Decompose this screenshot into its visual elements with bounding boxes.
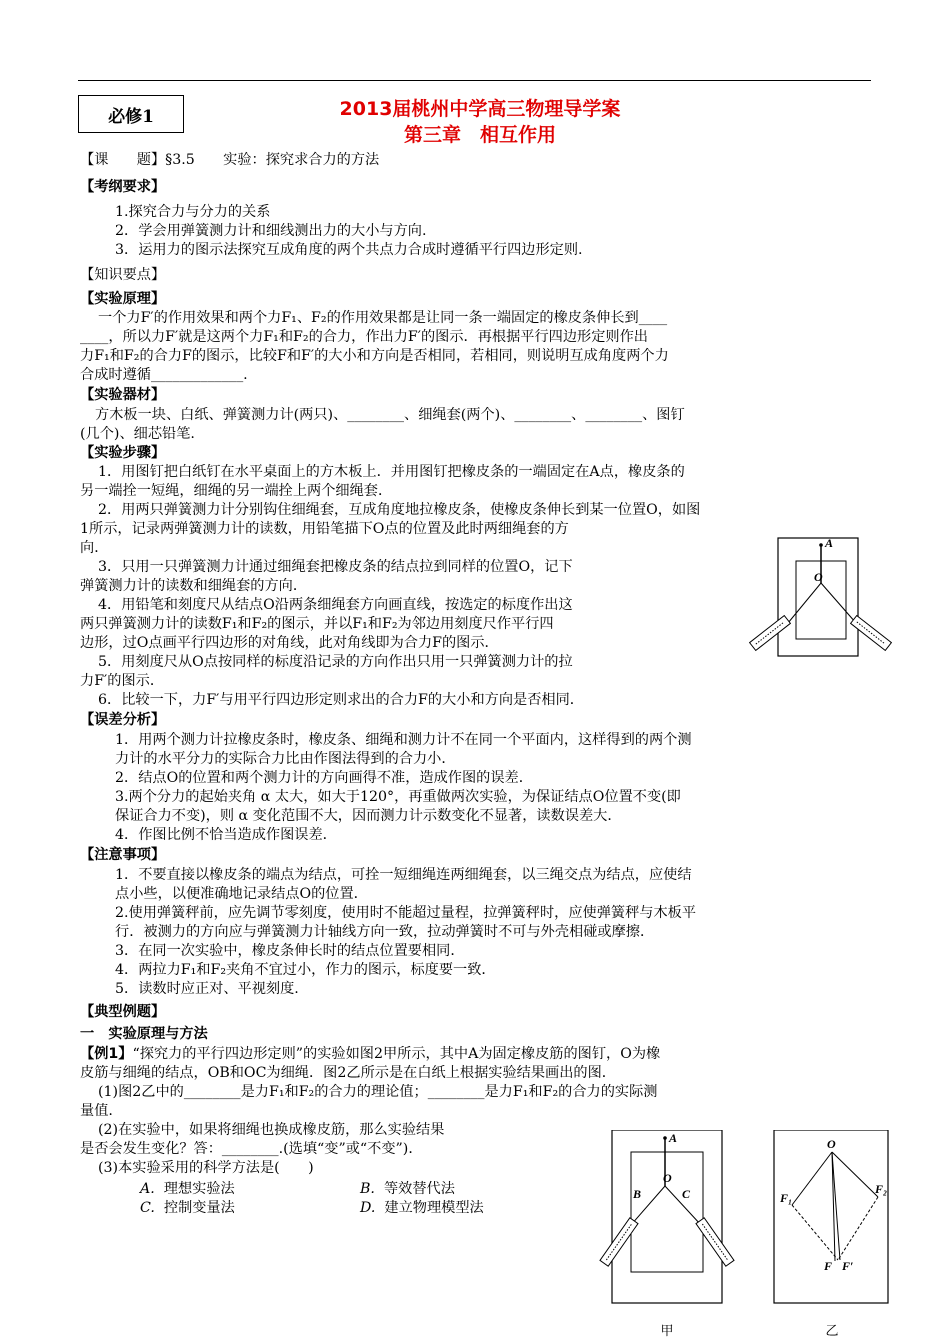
fig2-right-label-fprime: F′ bbox=[842, 1259, 854, 1273]
fig1-label-a: A bbox=[825, 536, 834, 550]
example-line: (1)图2乙中的________是力F₁和F₂的合力的理论值；________是力F₁和F₂的合力的实际测 bbox=[98, 1084, 658, 1100]
note-line: 4．两拉力F₁和F₂夹角不宜过小，作力的图示，标度要一致． bbox=[115, 962, 496, 978]
example-first-line bbox=[80, 1045, 660, 1063]
step-line: 弹簧测力计的读数和细绳套的方向． bbox=[80, 578, 308, 594]
error-line: 保证合力不变)，则 α 变化范围不大，因而测力计示数变化不显著，读数误差大． bbox=[115, 808, 622, 824]
option-d: D. 建立物理模型法 bbox=[360, 1200, 484, 1216]
fig2-right-label-f1: F₁ bbox=[780, 1191, 793, 1205]
header-rule bbox=[78, 80, 871, 81]
principle-line: 一个力F′的作用效果和两个力F₁、F₂的作用效果都是让同一条一端固定的橡皮条伸长到____ bbox=[98, 310, 668, 326]
principle-line: 合成时遵循_____________. bbox=[80, 367, 248, 383]
note-line: 1．不要直接以橡皮条的端点为结点，可拴一短细绳连两细绳套，以三绳交点为结点，应使结 bbox=[115, 867, 692, 883]
step-line: 4．用铅笔和刻度尺从结点O沿两条细绳套方向画直线，按选定的标度作出这 bbox=[98, 597, 573, 613]
error-line: 3.两个分力的起始夹角 α 太大，如大于120°，再重做两次实验，为保证结点O位置不变(即 bbox=[115, 789, 681, 805]
step-line: 2．用两只弹簧测力计分别钩住细绳套，互成角度地拉橡皮条，使橡皮条伸长到某一位置O，如图 bbox=[98, 502, 701, 518]
step-line: 1所示，记录两弹簧测力计的读数，用铅笔描下O点的位置及此时两细绳套的方 bbox=[80, 521, 569, 537]
equipment-heading: 【实验器材】 bbox=[80, 387, 166, 403]
equipment-line: (几个)、细芯铅笔. bbox=[80, 426, 195, 442]
step-line: 边形，过O点画平行四边形的对角线，此对角线即为合力F的图示． bbox=[80, 635, 499, 651]
figure-2-right bbox=[772, 1130, 892, 1340]
option-b: B. 等效替代法 bbox=[360, 1181, 455, 1197]
page-title: 2013届桃州中学高三物理导学案 bbox=[339, 98, 621, 120]
errors-heading: 【误差分析】 bbox=[80, 712, 166, 728]
option-c: C. 控制变量法 bbox=[140, 1200, 235, 1216]
fig1-label-o: O bbox=[814, 570, 823, 584]
note-line: 3．在同一次实验中，橡皮条伸长时的结点位置要相同． bbox=[115, 943, 465, 959]
step-line: 力F′的图示． bbox=[80, 673, 165, 689]
knowledge-heading: 【知识要点】 bbox=[80, 267, 166, 283]
outline-item: 1.探究合力与分力的关系 bbox=[115, 204, 271, 220]
step-line: 向． bbox=[80, 540, 109, 556]
figure-2-left bbox=[597, 1130, 737, 1340]
error-line: 力计的水平分力的实际合力比由作图法得到的合力小． bbox=[115, 751, 456, 767]
note-line: 5．读数时应正对、平视刻度. bbox=[115, 981, 299, 997]
principle-heading: 【实验原理】 bbox=[80, 291, 166, 307]
principle-line: 力F₁和F₂的合力F的图示，比较F和F′的大小和方向是否相同，若相同，则说明互成角度两个力 bbox=[80, 348, 669, 364]
example-line: 是否会发生变化？答：________.(选填“变”或“不变”)． bbox=[80, 1141, 423, 1157]
chapter-title: 第三章 相互作用 bbox=[403, 124, 556, 146]
note-line: 2.使用弹簧秤前，应先调节零刻度，使用时不能超过量程，拉弹簧秤时，应使弹簧秤与木板平 bbox=[115, 905, 697, 921]
fig2-left-label-c: C bbox=[682, 1187, 691, 1201]
outline-item: 3．运用力的图示法探究互成角度的两个共点力合成时遵循平行四边形定则. bbox=[115, 242, 583, 258]
example-line: (3)本实验采用的科学方法是( ) bbox=[98, 1160, 314, 1176]
fig2-left-caption: 甲 bbox=[660, 1324, 674, 1339]
option-a: A. 理想实验法 bbox=[140, 1181, 235, 1197]
step-line: 3．只用一只弹簧测力计通过细绳套把橡皮条的结点拉到同样的位置O，记下 bbox=[98, 559, 573, 575]
outline-heading: 【考纲要求】 bbox=[80, 179, 166, 195]
example-line: (2)在实验中，如果将细绳也换成橡皮筋，那么实验结果 bbox=[98, 1122, 445, 1138]
topic-line: 【课 题】§3.5 实验：探究求合力的方法 bbox=[80, 152, 380, 168]
equipment-line: 方木板一块、白纸、弹簧测力计(两只)、________、细绳套(两个)、________、________、图钉 bbox=[95, 407, 685, 423]
course-box: 必修1 bbox=[78, 95, 184, 133]
fig2-right-label-o: O bbox=[827, 1137, 836, 1151]
step-line: 6．比较一下，力F′与用平行四边形定则求出的合力F的大小和方向是否相同． bbox=[98, 692, 584, 708]
step-line: 1．用图钉把白纸钉在水平桌面上的方木板上．并用图钉把橡皮条的一端固定在A点，橡皮条的 bbox=[98, 464, 685, 480]
fig2-left-label-o: O bbox=[663, 1171, 672, 1185]
note-line: 行．被测力的方向应与弹簧测力计轴线方向一致，拉动弹簧时不可与外壳相碰或摩擦． bbox=[115, 924, 655, 940]
outline-item: 2．学会用弹簧测力计和细线测出力的大小与方向. bbox=[115, 223, 427, 239]
note-line: 点小些，以便准确地记录结点O的位置． bbox=[115, 886, 368, 902]
fig2-right-label-f: F bbox=[824, 1259, 833, 1273]
notes-heading: 【注意事项】 bbox=[80, 847, 166, 863]
example-line: 量值. bbox=[80, 1103, 113, 1119]
steps-heading: 【实验步骤】 bbox=[80, 445, 166, 461]
error-line: 1．用两个测力计拉橡皮条时，橡皮条、细绳和测力计不在同一个平面内，这样得到的两个测 bbox=[115, 732, 692, 748]
error-line: 4．作图比例不恰当造成作图误差． bbox=[115, 827, 337, 843]
fig2-right-label-f2: F₂ bbox=[875, 1182, 888, 1196]
step-line: 另一端拴一短绳，细绳的另一端拴上两个细绳套． bbox=[80, 483, 393, 499]
figure-1 bbox=[738, 533, 898, 668]
example-line: 皮筋与细绳的结点，OB和OC为细绳．图2乙所示是在白纸上根据实验结果画出的图． bbox=[80, 1065, 616, 1081]
fig2-left-label-a: A bbox=[669, 1131, 678, 1145]
example-line: “探究力的平行四边形定则”的实验如图2甲所示，其中A为固定橡皮筋的图钉，O为橡 bbox=[132, 1046, 661, 1062]
examples-heading: 【典型例题】 bbox=[80, 1004, 166, 1020]
fig2-right-caption: 乙 bbox=[825, 1324, 839, 1339]
principle-line: ____，所以力F′就是这两个力F₁和F₂的合力，作出力F′的图示．再根据平行四边形定则作出 bbox=[80, 329, 648, 345]
fig2-left-label-b: B bbox=[633, 1187, 642, 1201]
step-line: 5．用刻度尺从O点按同样的标度沿记录的方向作出只用一只弹簧测力计的拉 bbox=[98, 654, 573, 670]
examples-section: 一 实验原理与方法 bbox=[80, 1026, 208, 1042]
step-line: 两只弹簧测力计的读数F₁和F₂的图示，并以F₁和F₂为邻边用刻度尺作平行四 bbox=[80, 616, 554, 632]
example-label: 【例1】 bbox=[80, 1046, 133, 1062]
error-line: 2．结点O的位置和两个测力计的方向画得不准，造成作图的误差． bbox=[115, 770, 533, 786]
